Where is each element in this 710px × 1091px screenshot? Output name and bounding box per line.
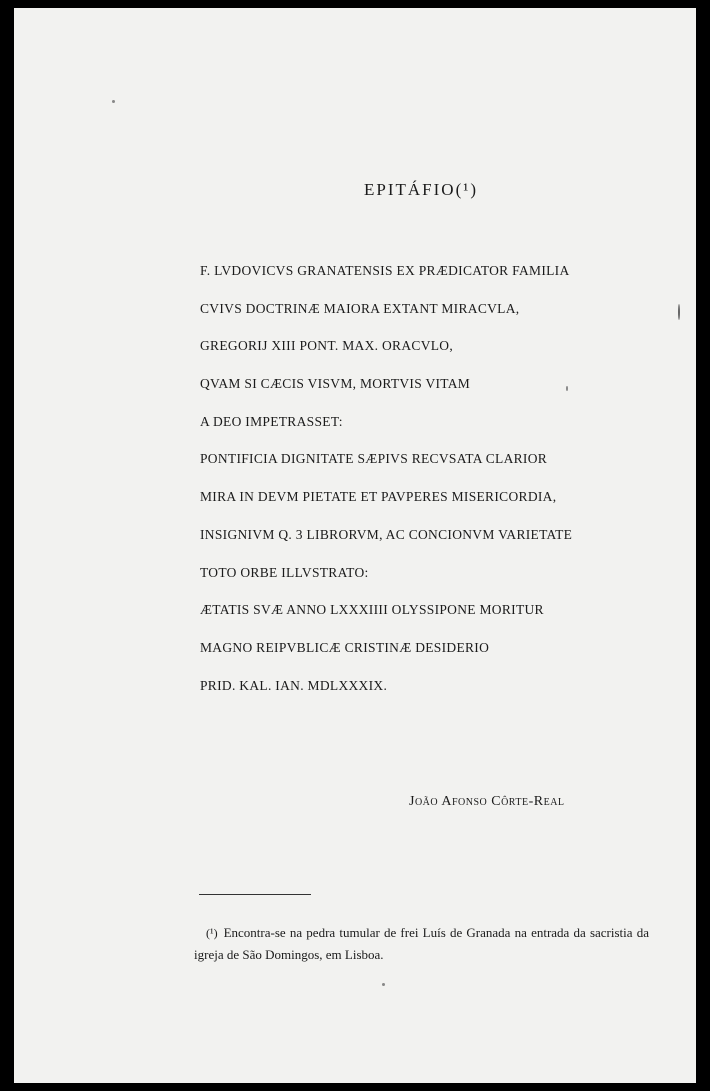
- epitaph-text: [200, 252, 572, 704]
- title-text: EPITÁFIO: [364, 180, 456, 199]
- epitaph-line: A DEO IMPETRASSET:: [200, 413, 343, 429]
- page-title: [364, 180, 478, 200]
- footnote: [194, 922, 649, 965]
- epitaph-line: PRID. KAL. IAN. MDLXXXIX.: [200, 677, 388, 693]
- epitaph-line: F. LVDOVICVS GRANATENSIS EX PRÆDICATOR FAMILIA: [200, 263, 570, 278]
- epitaph-line: TOTO ORBE ILLVSTRATO:: [200, 564, 369, 580]
- author-signature: João Afonso Côrte-Real: [409, 794, 565, 809]
- title-note-ref: (¹): [455, 180, 478, 199]
- epitaph-line: PONTIFICIA DIGNITATE SÆPIVS RECVSATA CLARIOR: [200, 451, 548, 467]
- footnote-mark: (¹): [206, 926, 218, 940]
- epitaph-line: GREGORIJ XIII PONT. MAX. ORACVLO,: [200, 338, 454, 354]
- epitaph-line: INSIGNIVM Q. 3 LIBRORVM, AC CONCIONVM VARIETATE: [200, 526, 573, 542]
- paper-speck: [678, 304, 680, 320]
- epitaph-line: CVIVS DOCTRINÆ MAIORA EXTANT MIRACVLA,: [200, 300, 520, 316]
- paper-speck: [566, 386, 568, 391]
- epitaph-line: QVAM SI CÆCIS VISVM, MORTVIS VITAM: [200, 376, 471, 392]
- epitaph-line: MAGNO REIPVBLICÆ CRISTINÆ DESIDERIO: [200, 639, 490, 655]
- footnote-rule: [199, 894, 311, 895]
- footnote-text: Encontra-se na pedra tumular de frei Luís de Granada na entrada da sacristia da igreja de São Domingos, em Lisboa.: [194, 925, 649, 962]
- epitaph-line: ÆTATIS SVÆ ANNO LXXXIIII OLYSSIPONE MORITUR: [200, 602, 544, 618]
- document-page: [14, 8, 696, 1083]
- paper-speck: [112, 100, 115, 103]
- epitaph-line: MIRA IN DEVM PIETATE ET PAVPERES MISERICORDIA,: [200, 489, 557, 505]
- paper-speck: [382, 983, 385, 986]
